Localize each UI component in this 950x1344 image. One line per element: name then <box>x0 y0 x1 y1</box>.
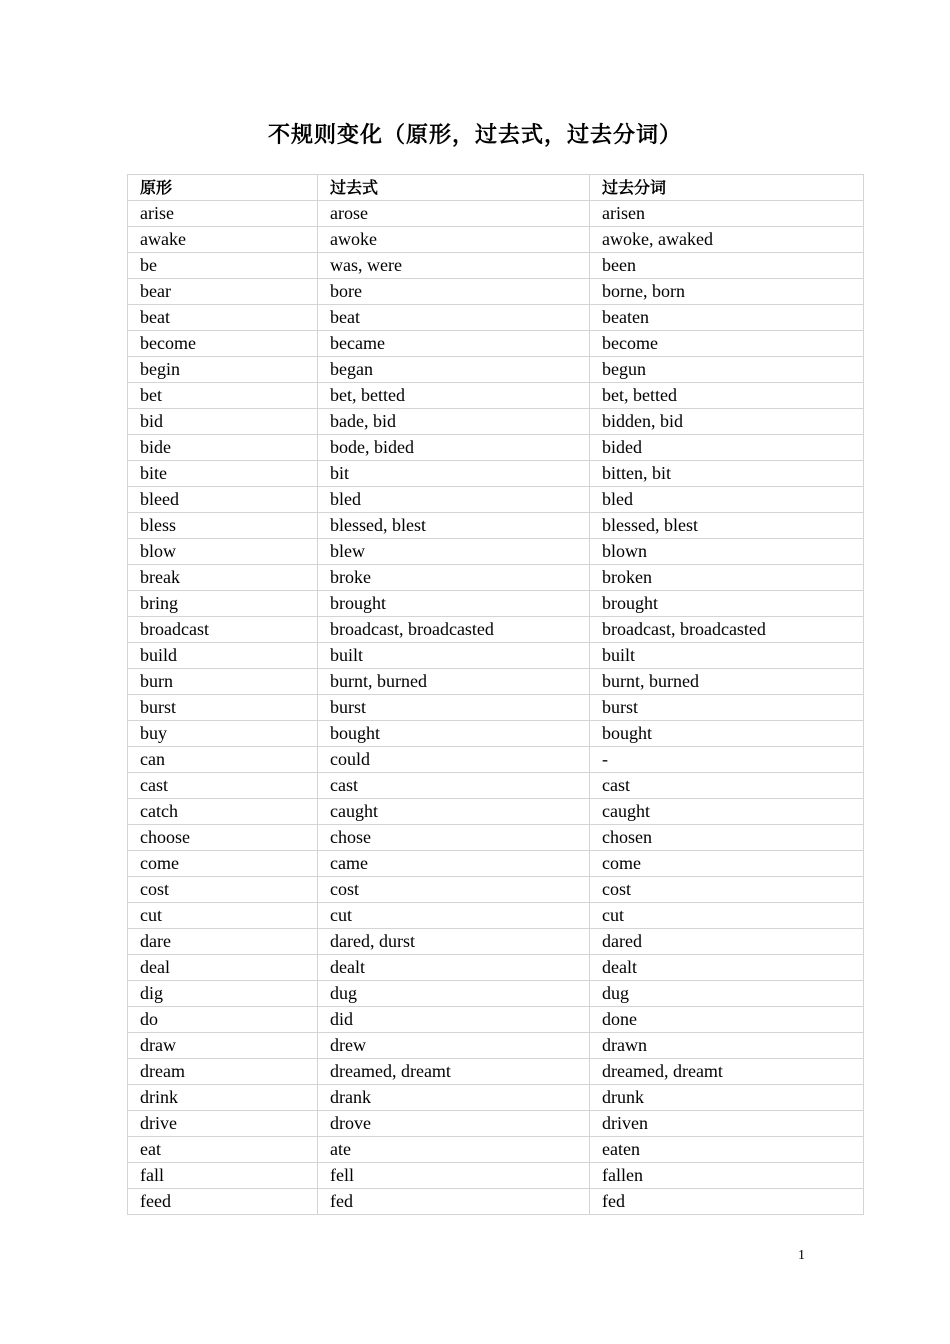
cell-past-participle: drunk <box>590 1085 864 1111</box>
cell-base-form: can <box>128 747 318 773</box>
cell-past-tense: burst <box>318 695 590 721</box>
cell-base-form: become <box>128 331 318 357</box>
table-row <box>128 1137 864 1163</box>
table-row <box>128 331 864 357</box>
table-body <box>128 201 864 1215</box>
table-row <box>128 721 864 747</box>
table-row <box>128 591 864 617</box>
cell-base-form: dream <box>128 1059 318 1085</box>
table-row <box>128 877 864 903</box>
cell-past-participle: burst <box>590 695 864 721</box>
table-row <box>128 201 864 227</box>
cell-past-participle: bled <box>590 487 864 513</box>
cell-base-form: bleed <box>128 487 318 513</box>
cell-past-participle: bet, betted <box>590 383 864 409</box>
cell-past-participle: caught <box>590 799 864 825</box>
cell-past-tense: chose <box>318 825 590 851</box>
cell-past-tense: bled <box>318 487 590 513</box>
cell-base-form: feed <box>128 1189 318 1215</box>
cell-past-participle: dared <box>590 929 864 955</box>
cell-past-participle: cast <box>590 773 864 799</box>
table-row <box>128 565 864 591</box>
cell-past-tense: fed <box>318 1189 590 1215</box>
table-row <box>128 981 864 1007</box>
cell-past-tense: drank <box>318 1085 590 1111</box>
cell-past-participle: awoke, awaked <box>590 227 864 253</box>
cell-base-form: broadcast <box>128 617 318 643</box>
table-row <box>128 773 864 799</box>
cell-base-form: buy <box>128 721 318 747</box>
table-header-row <box>128 175 864 201</box>
cell-base-form: drink <box>128 1085 318 1111</box>
table-row <box>128 1189 864 1215</box>
cell-past-tense: broke <box>318 565 590 591</box>
table-row <box>128 253 864 279</box>
cell-base-form: bide <box>128 435 318 461</box>
page-number: 1 <box>798 1248 805 1263</box>
cell-past-participle: broken <box>590 565 864 591</box>
cell-past-participle: become <box>590 331 864 357</box>
cell-past-tense: broadcast, broadcasted <box>318 617 590 643</box>
cell-past-participle: dealt <box>590 955 864 981</box>
cell-base-form: arise <box>128 201 318 227</box>
cell-base-form: be <box>128 253 318 279</box>
cell-past-participle: chosen <box>590 825 864 851</box>
cell-past-participle: dug <box>590 981 864 1007</box>
cell-base-form: build <box>128 643 318 669</box>
cell-past-participle: built <box>590 643 864 669</box>
cell-base-form: come <box>128 851 318 877</box>
table-row <box>128 1033 864 1059</box>
cell-past-tense: did <box>318 1007 590 1033</box>
cell-past-participle: broadcast, broadcasted <box>590 617 864 643</box>
cell-past-participle: brought <box>590 591 864 617</box>
table-row <box>128 409 864 435</box>
cell-past-tense: drew <box>318 1033 590 1059</box>
cell-base-form: burn <box>128 669 318 695</box>
cell-past-participle: beaten <box>590 305 864 331</box>
cell-base-form: dare <box>128 929 318 955</box>
cell-past-tense: cut <box>318 903 590 929</box>
table-row <box>128 435 864 461</box>
cell-past-participle: blessed, blest <box>590 513 864 539</box>
table-row <box>128 799 864 825</box>
cell-past-tense: dug <box>318 981 590 1007</box>
cell-base-form: draw <box>128 1033 318 1059</box>
cell-past-participle: been <box>590 253 864 279</box>
cell-past-tense: fell <box>318 1163 590 1189</box>
cell-base-form: bid <box>128 409 318 435</box>
cell-past-tense: bet, betted <box>318 383 590 409</box>
cell-base-form: cost <box>128 877 318 903</box>
cell-past-tense: came <box>318 851 590 877</box>
cell-past-tense: burnt, burned <box>318 669 590 695</box>
table-row <box>128 1163 864 1189</box>
cell-past-participle: arisen <box>590 201 864 227</box>
table-row <box>128 1111 864 1137</box>
cell-base-form: bet <box>128 383 318 409</box>
cell-past-participle: cut <box>590 903 864 929</box>
table-row <box>128 461 864 487</box>
cell-past-tense: arose <box>318 201 590 227</box>
cell-past-participle: bitten, bit <box>590 461 864 487</box>
cell-base-form: bear <box>128 279 318 305</box>
table-row <box>128 539 864 565</box>
cell-past-tense: drove <box>318 1111 590 1137</box>
cell-past-participle: drawn <box>590 1033 864 1059</box>
cell-past-participle: come <box>590 851 864 877</box>
column-header-base-form: 原形 <box>128 175 318 201</box>
cell-base-form: break <box>128 565 318 591</box>
cell-past-tense: bode, bided <box>318 435 590 461</box>
cell-past-tense: cast <box>318 773 590 799</box>
cell-base-form: bless <box>128 513 318 539</box>
table-row <box>128 305 864 331</box>
cell-base-form: catch <box>128 799 318 825</box>
cell-base-form: deal <box>128 955 318 981</box>
cell-base-form: blow <box>128 539 318 565</box>
table-row <box>128 747 864 773</box>
table-row <box>128 617 864 643</box>
table-row <box>128 383 864 409</box>
cell-base-form: cut <box>128 903 318 929</box>
cell-past-tense: began <box>318 357 590 383</box>
cell-past-tense: dealt <box>318 955 590 981</box>
table-row <box>128 695 864 721</box>
cell-past-tense: dared, durst <box>318 929 590 955</box>
cell-past-tense: bore <box>318 279 590 305</box>
cell-base-form: burst <box>128 695 318 721</box>
cell-past-participle: done <box>590 1007 864 1033</box>
cell-past-tense: built <box>318 643 590 669</box>
cell-past-participle: borne, born <box>590 279 864 305</box>
cell-past-tense: bade, bid <box>318 409 590 435</box>
cell-past-tense: bit <box>318 461 590 487</box>
table-row <box>128 851 864 877</box>
table-row <box>128 357 864 383</box>
cell-past-tense: caught <box>318 799 590 825</box>
irregular-verbs-table <box>127 174 864 1215</box>
cell-base-form: beat <box>128 305 318 331</box>
column-header-past-tense: 过去式 <box>318 175 590 201</box>
cell-base-form: dig <box>128 981 318 1007</box>
cell-past-participle: bided <box>590 435 864 461</box>
cell-base-form: fall <box>128 1163 318 1189</box>
cell-base-form: bite <box>128 461 318 487</box>
cell-past-tense: was, were <box>318 253 590 279</box>
cell-past-tense: dreamed, dreamt <box>318 1059 590 1085</box>
cell-past-tense: blessed, blest <box>318 513 590 539</box>
table-row <box>128 903 864 929</box>
table-row <box>128 1085 864 1111</box>
cell-past-tense: blew <box>318 539 590 565</box>
table-row <box>128 227 864 253</box>
cell-past-participle: begun <box>590 357 864 383</box>
table-row <box>128 513 864 539</box>
cell-past-participle: eaten <box>590 1137 864 1163</box>
cell-base-form: eat <box>128 1137 318 1163</box>
cell-base-form: bring <box>128 591 318 617</box>
cell-past-participle: driven <box>590 1111 864 1137</box>
cell-base-form: drive <box>128 1111 318 1137</box>
cell-past-tense: awoke <box>318 227 590 253</box>
cell-past-tense: became <box>318 331 590 357</box>
table-row <box>128 279 864 305</box>
cell-past-tense: bought <box>318 721 590 747</box>
cell-base-form: do <box>128 1007 318 1033</box>
table-row <box>128 643 864 669</box>
table-row <box>128 955 864 981</box>
page-title: 不规则变化（原形，过去式，过去分词） <box>267 123 682 148</box>
cell-past-participle: burnt, burned <box>590 669 864 695</box>
cell-past-participle: fed <box>590 1189 864 1215</box>
cell-base-form: choose <box>128 825 318 851</box>
cell-past-tense: brought <box>318 591 590 617</box>
table-row <box>128 1059 864 1085</box>
table-row <box>128 929 864 955</box>
cell-past-participle: fallen <box>590 1163 864 1189</box>
table-row <box>128 669 864 695</box>
cell-base-form: cast <box>128 773 318 799</box>
cell-past-participle: bought <box>590 721 864 747</box>
column-header-past-participle: 过去分词 <box>590 175 864 201</box>
cell-past-participle: bidden, bid <box>590 409 864 435</box>
table-row <box>128 1007 864 1033</box>
cell-past-participle: cost <box>590 877 864 903</box>
cell-past-participle: blown <box>590 539 864 565</box>
cell-past-tense: beat <box>318 305 590 331</box>
table-row <box>128 487 864 513</box>
cell-past-tense: cost <box>318 877 590 903</box>
table-row <box>128 825 864 851</box>
cell-base-form: awake <box>128 227 318 253</box>
cell-past-tense: could <box>318 747 590 773</box>
cell-past-tense: ate <box>318 1137 590 1163</box>
cell-past-participle: dreamed, dreamt <box>590 1059 864 1085</box>
cell-base-form: begin <box>128 357 318 383</box>
cell-past-participle: - <box>590 747 864 773</box>
